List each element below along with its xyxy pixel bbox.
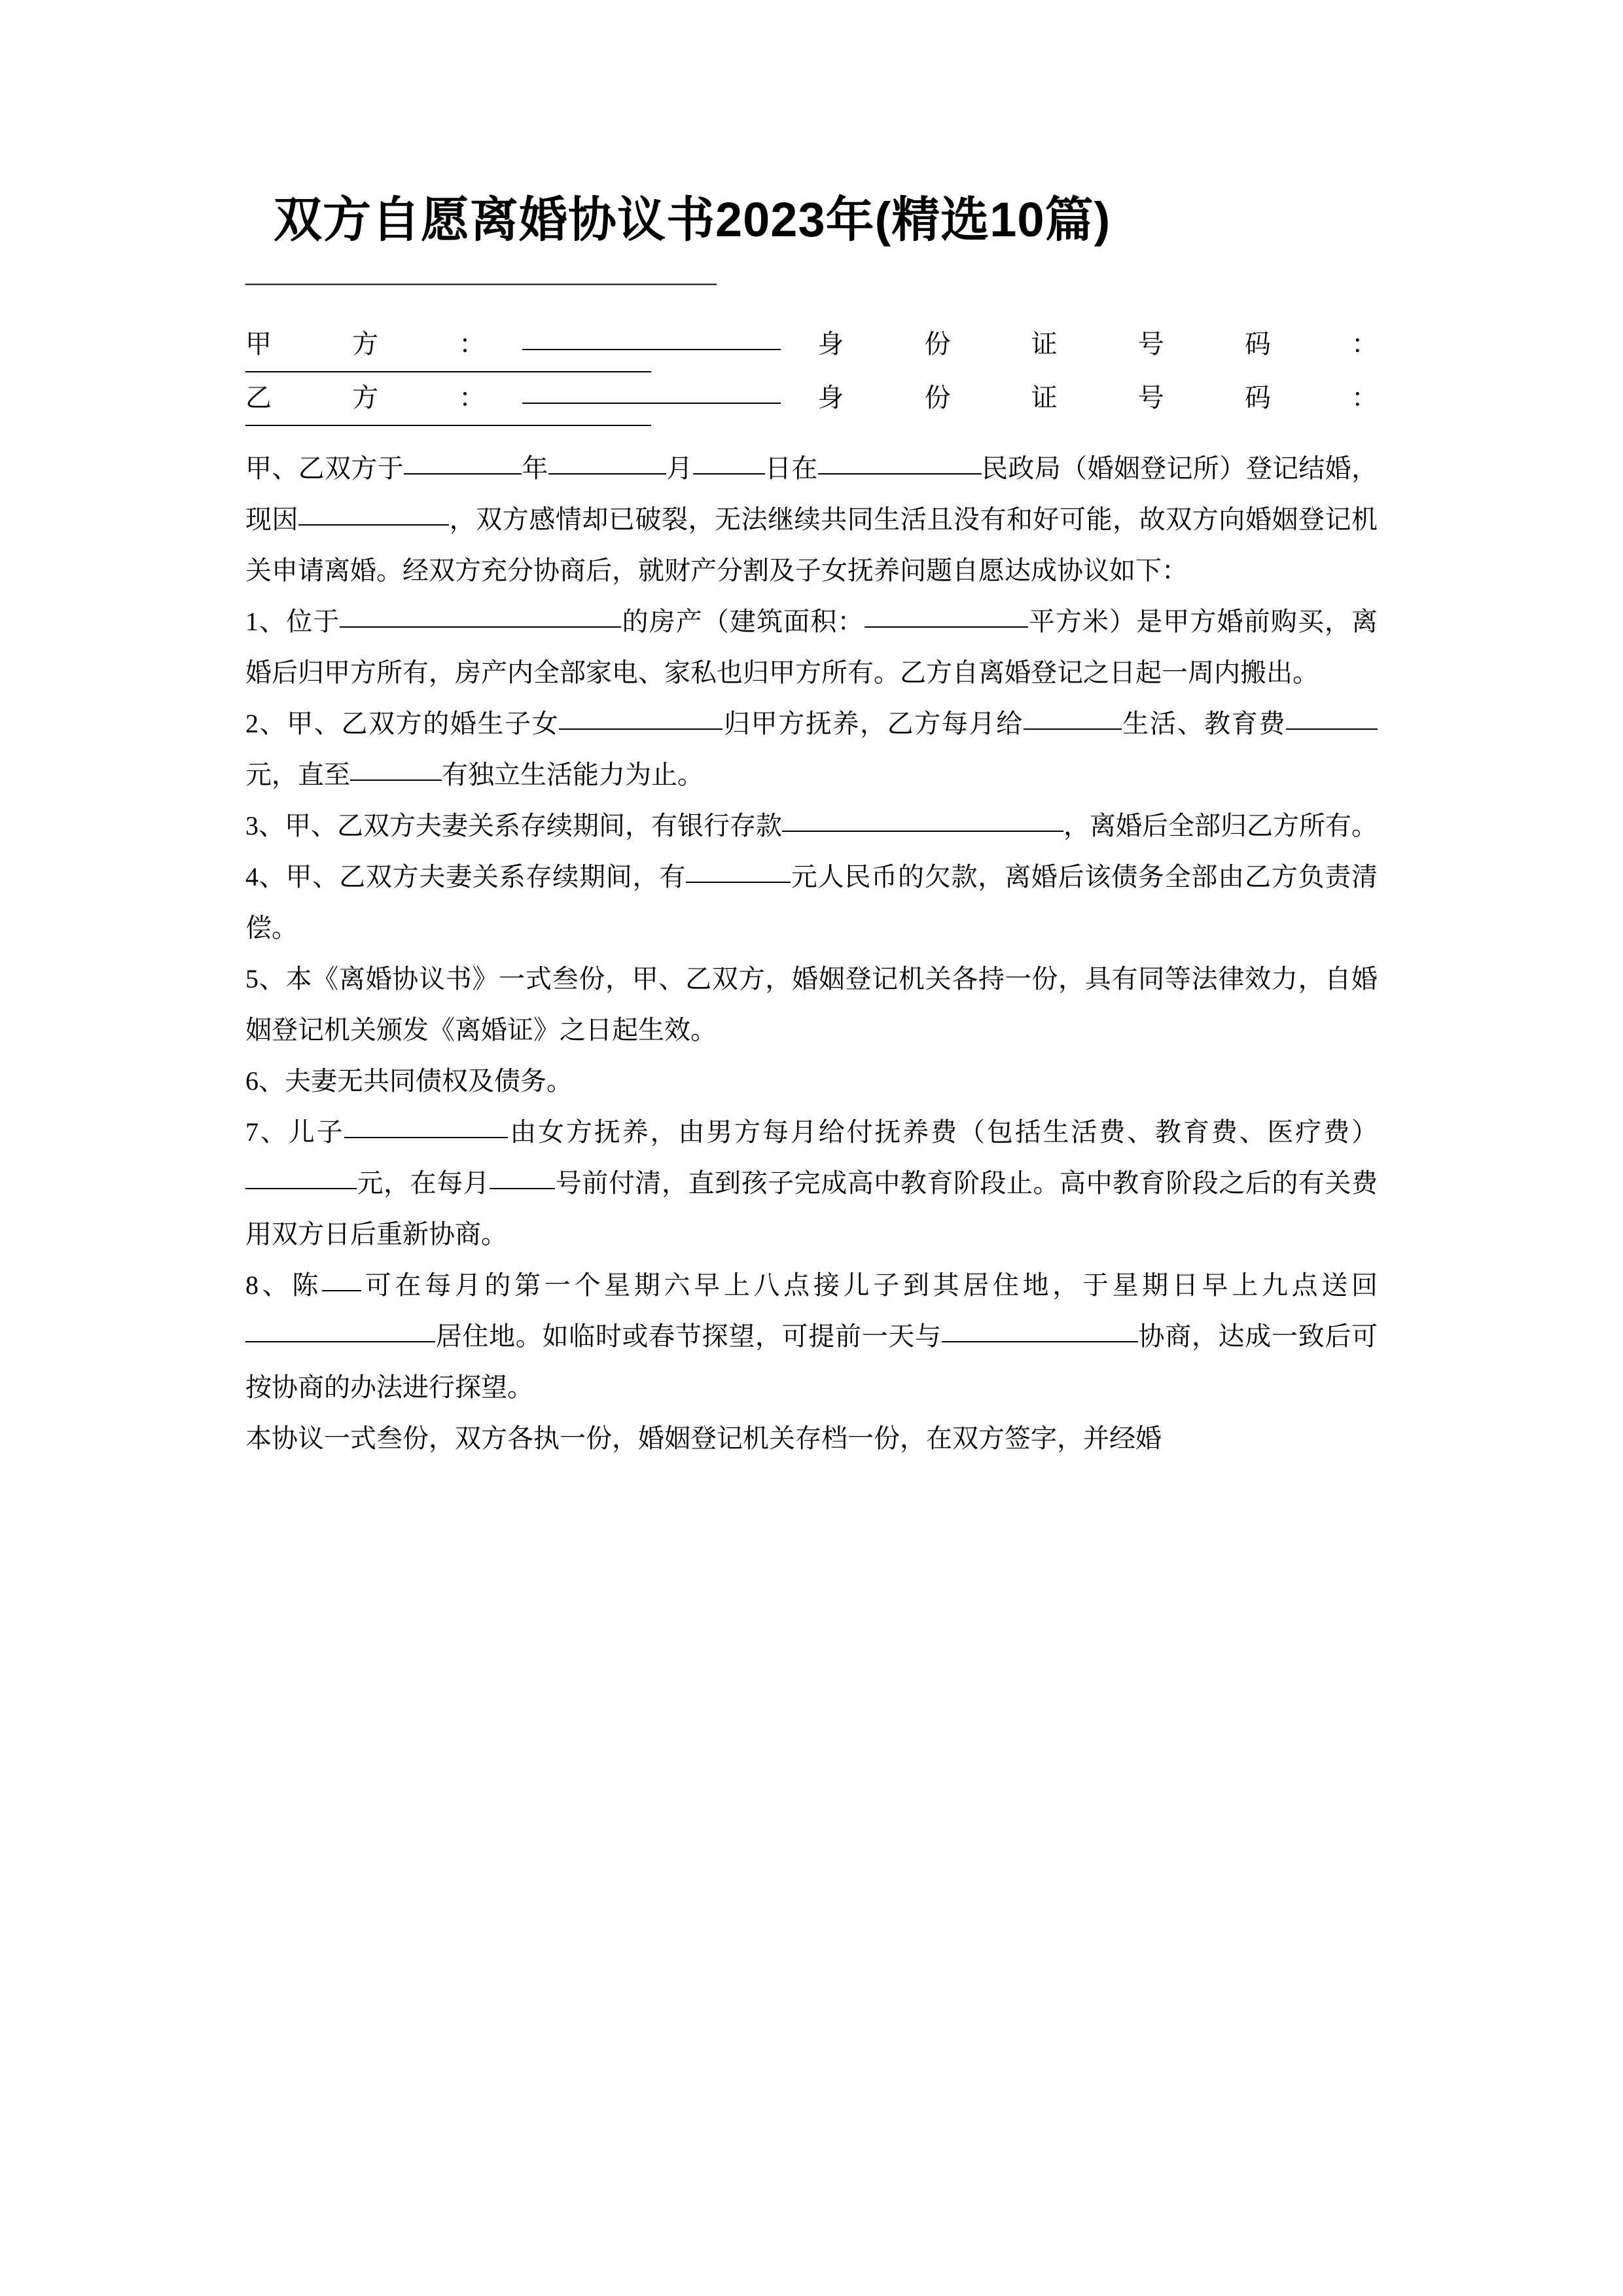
clause-7-seg3: 元，在每月 bbox=[357, 1168, 490, 1198]
clause-4-seg1: 甲、乙双方夫妻关系存续期间，有 bbox=[285, 861, 687, 891]
clause-5-number: 5、 bbox=[245, 963, 286, 994]
clause-2-seg4: 元，直至 bbox=[245, 759, 350, 789]
negotiation-party-blank[interactable] bbox=[942, 1319, 1138, 1342]
marriage-year-blank[interactable] bbox=[404, 451, 522, 475]
clause-7-seg4: 号前付清，直到孩子完成高中教育阶段止。高中教育阶段之后的有关费用双方日后重新协商。 bbox=[245, 1168, 1378, 1249]
clause-3-seg2: ，离婚后全部归乙方所有。 bbox=[1063, 810, 1378, 840]
preamble-seg5: 民政局（婚姻登记所）登记结婚，现因 bbox=[245, 453, 1378, 534]
spacer bbox=[245, 426, 1378, 443]
party-b-row bbox=[245, 372, 1378, 423]
property-area-blank[interactable] bbox=[865, 604, 1028, 628]
clause-8-number: 8、 bbox=[245, 1270, 293, 1300]
return-address-blank[interactable] bbox=[245, 1319, 435, 1342]
clause-4 bbox=[245, 852, 1378, 954]
clause-7-number: 7、 bbox=[245, 1117, 289, 1147]
party-b-name-blank[interactable] bbox=[522, 380, 781, 404]
marriage-day-blank[interactable] bbox=[693, 451, 765, 475]
party-b-label: 乙 方 ： bbox=[245, 382, 522, 412]
clause-5-seg1: 本《离婚协议书》一式叁份，甲、乙双方，婚姻登记机关各持一份，具有同等法律效力，自婚姻登记机关颁发《离婚证》之日起生效。 bbox=[245, 963, 1378, 1045]
clause-7-seg1: 儿子 bbox=[288, 1117, 345, 1147]
clause-4-seg2: 元人民币的欠款，离婚后该债务全部由乙方负责清偿。 bbox=[245, 861, 1378, 942]
document-content bbox=[245, 0, 1378, 1464]
page-title: 双方自愿离婚协议书2023年(精选10篇) bbox=[274, 192, 1111, 247]
preamble-seg3: 月 bbox=[666, 453, 693, 483]
closing-paragraph: 本协议一式叁份，双方各执一份，婚姻登记机关存档一份，在双方签字，并经婚 bbox=[245, 1423, 1162, 1453]
son-name-blank[interactable] bbox=[344, 1115, 508, 1138]
clause-3-number: 3、 bbox=[245, 810, 285, 840]
preamble-seg4: 日在 bbox=[764, 453, 818, 483]
preamble-seg6: ，双方感情却已破裂，无法继续共同生活且没有和好可能，故双方向婚姻登记机关申请离婚。经双方充分协商后，就财产分割及子女抚养问题自愿达成协议如下： bbox=[245, 504, 1378, 585]
clause-3-seg1: 甲、乙双方夫妻关系存续期间，有银行存款 bbox=[285, 810, 782, 840]
registry-office-blank[interactable] bbox=[818, 451, 982, 475]
party-a-row bbox=[245, 319, 1378, 370]
clause-2-seg5: 有独立生活能力为止。 bbox=[442, 759, 704, 789]
visitor-name-blank[interactable] bbox=[322, 1268, 361, 1291]
property-address-blank[interactable] bbox=[340, 604, 621, 628]
clause-2-seg2: 归甲方抚养，乙方每月给 bbox=[722, 708, 1024, 738]
marriage-month-blank[interactable] bbox=[548, 451, 666, 475]
preamble-paragraph bbox=[245, 443, 1378, 596]
bank-deposit-blank[interactable] bbox=[782, 808, 1063, 832]
clause-2-seg3: 生活、教育费 bbox=[1121, 708, 1287, 738]
divorce-reason-blank[interactable] bbox=[298, 502, 449, 526]
party-a-name-blank[interactable] bbox=[522, 327, 781, 350]
clause-2 bbox=[245, 698, 1378, 800]
title-separator-rule: —————————————————— bbox=[245, 266, 717, 296]
monthly-support-blank[interactable] bbox=[1024, 706, 1122, 730]
clause-4-number: 4、 bbox=[245, 861, 286, 891]
clause-8-seg1: 陈 bbox=[292, 1270, 323, 1300]
clause-1 bbox=[245, 596, 1378, 698]
clause-6 bbox=[245, 1056, 1378, 1107]
child-name-blank[interactable] bbox=[559, 706, 722, 730]
payment-day-blank[interactable] bbox=[490, 1166, 555, 1189]
party-a-label: 甲 方 ： bbox=[245, 329, 522, 359]
education-fee-blank[interactable] bbox=[1286, 706, 1378, 730]
party-a-id-label: 身 份 证 号 码 ： bbox=[780, 329, 1378, 359]
clause-1-number: 1、 bbox=[245, 606, 287, 636]
party-b-id-label: 身 份 证 号 码 ： bbox=[780, 382, 1378, 412]
support-until-blank[interactable] bbox=[350, 757, 442, 781]
clause-8 bbox=[245, 1260, 1378, 1413]
clause-6-number: 6、 bbox=[245, 1066, 285, 1096]
clause-1-seg3: 平方米）是甲方婚前购买，离婚后归甲方所有，房产内全部家电、家私也归甲方所有。乙方自离婚登记之日起一周内搬出。 bbox=[245, 606, 1378, 687]
spacer bbox=[245, 296, 1378, 319]
debt-amount-blank[interactable] bbox=[686, 859, 791, 883]
clause-7 bbox=[245, 1107, 1378, 1260]
clause-1-seg1: 位于 bbox=[286, 606, 340, 636]
clause-2-number: 2、 bbox=[245, 708, 287, 738]
clause-6-seg1: 夫妻无共同债权及债务。 bbox=[285, 1066, 573, 1096]
clause-5 bbox=[245, 954, 1378, 1056]
clause-8-seg4: 协商，达成一致后可按协商的办法进行探望。 bbox=[245, 1321, 1378, 1402]
clause-2-seg1: 甲、乙双方的婚生子女 bbox=[287, 708, 560, 738]
clause-8-seg2: 可在每月的第一个星期六早上八点接儿子到其居住地，于星期日早上九点送回 bbox=[361, 1270, 1378, 1300]
clause-7-seg2: 由女方抚养，由男方每月给付抚养费（包括生活费、教育费、医疗费） bbox=[508, 1117, 1378, 1147]
clause-3 bbox=[245, 800, 1378, 852]
clause-1-seg2: 的房产（建筑面积： bbox=[621, 606, 865, 636]
clause-8-seg3: 居住地。如临时或春节探望，可提前一天与 bbox=[435, 1321, 942, 1351]
support-amount-blank[interactable] bbox=[245, 1166, 357, 1189]
preamble-seg2: 年 bbox=[522, 453, 548, 483]
preamble-seg1: 甲、乙双方于 bbox=[245, 453, 404, 483]
